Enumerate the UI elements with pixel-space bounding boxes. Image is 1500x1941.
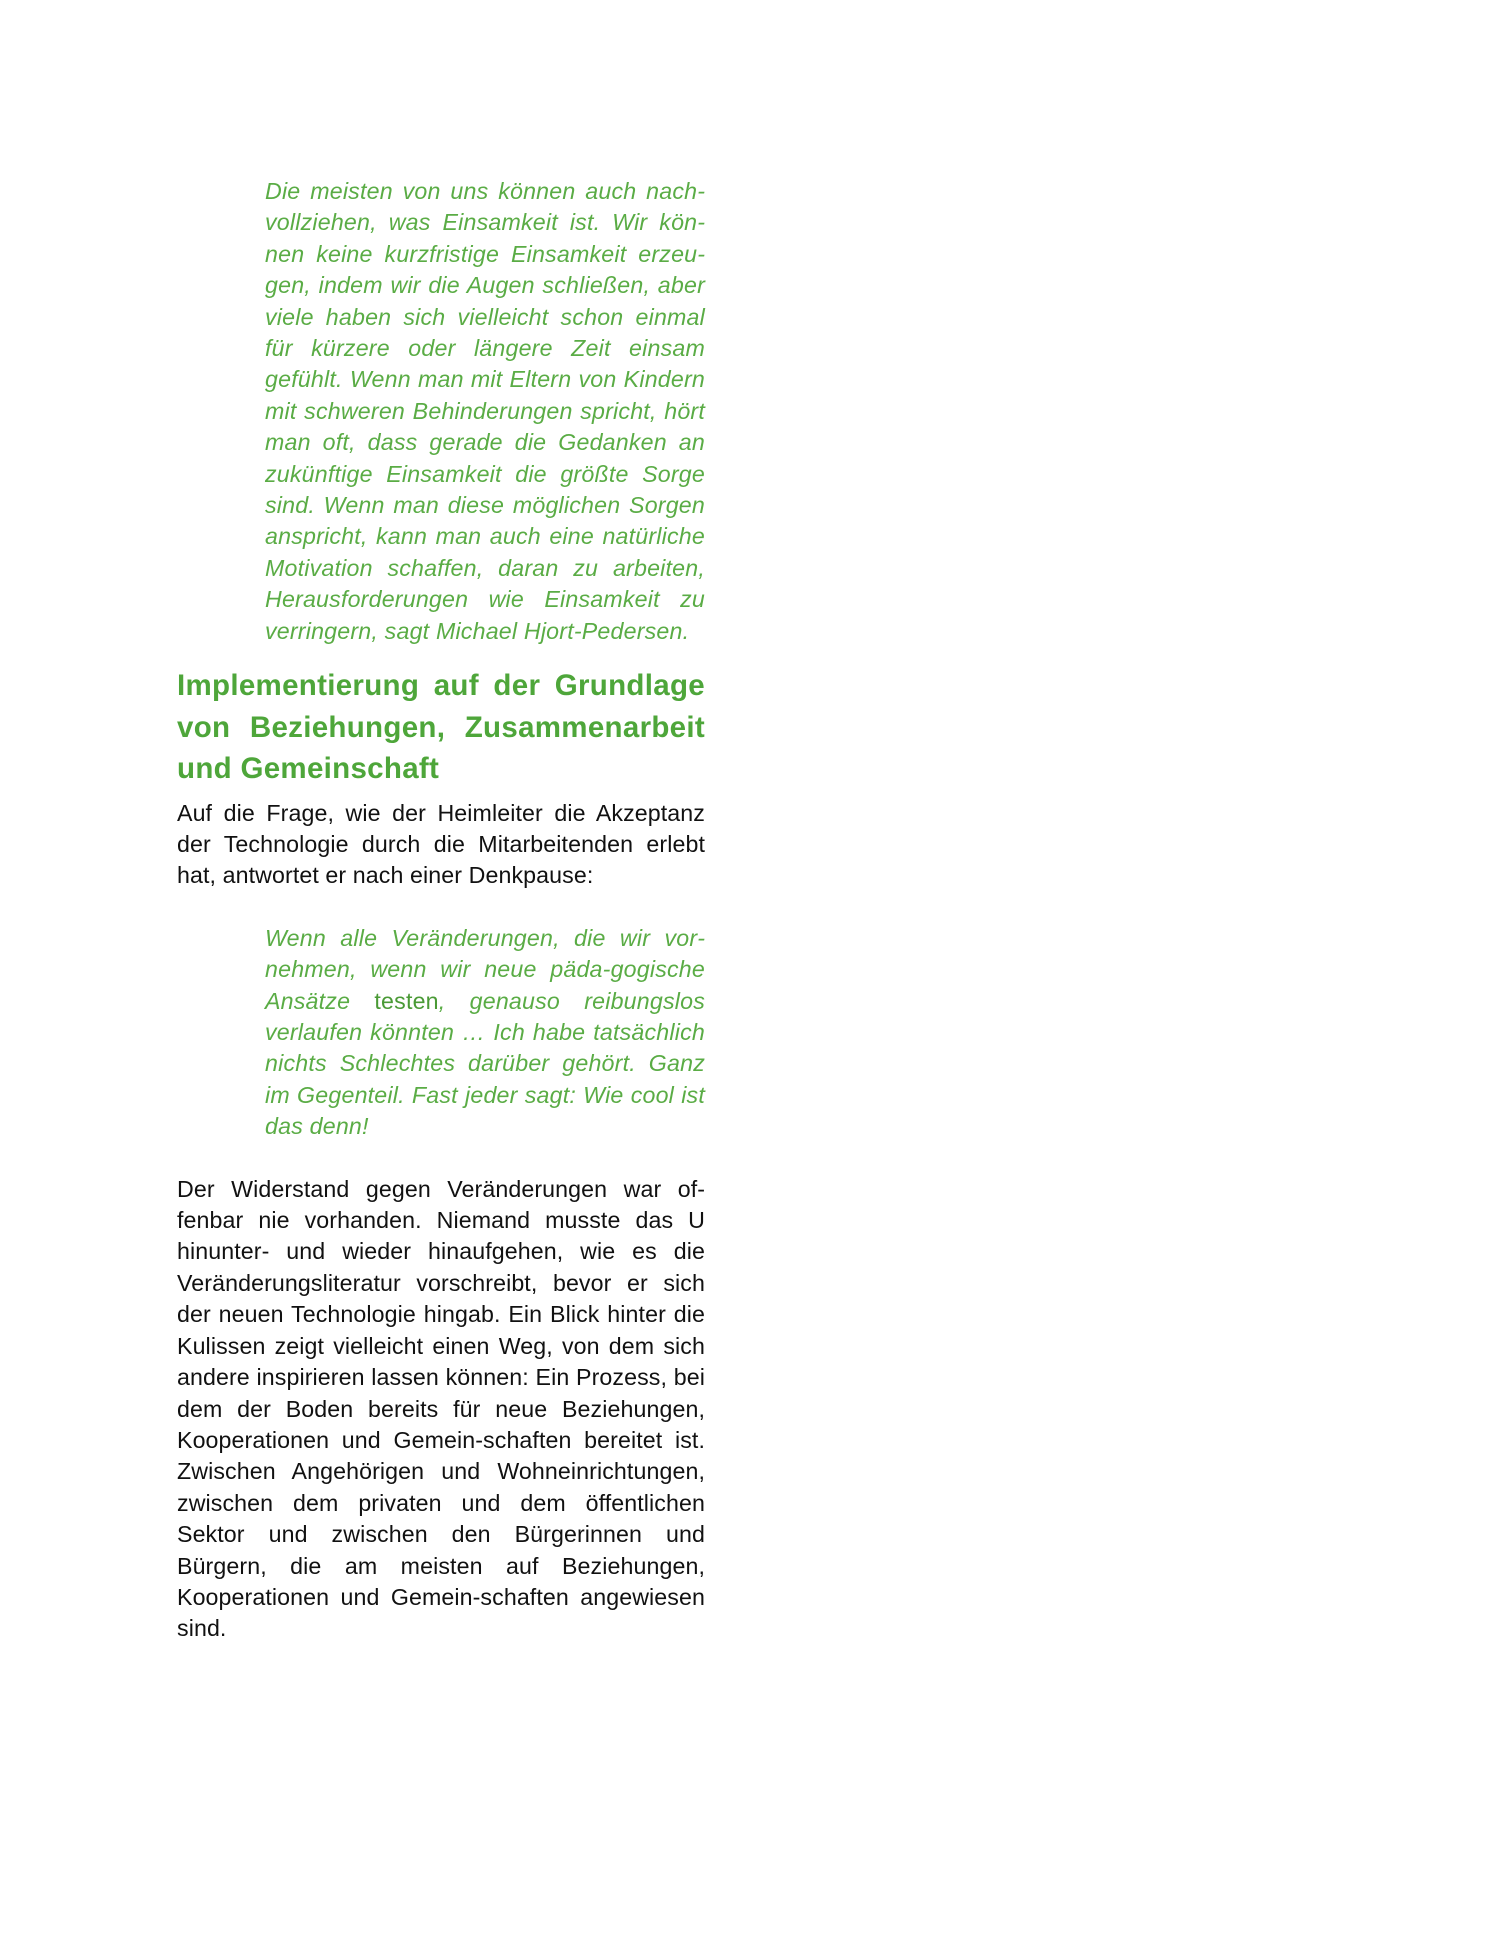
quote-2-text	[265, 923, 705, 1143]
quote-block-2	[265, 923, 705, 1143]
section-heading: Implementierung auf der Grundlage von Beziehungen, Zusammenarbeit und Gemeinschaft	[177, 669, 705, 786]
paragraph-1: Auf die Frage, wie der Heimleiter die Akzeptanz der Technologie durch die Mitarbeitenden erlebt hat, antwortet er nach einer Denkpause:	[177, 799, 705, 889]
quote-2-part-3: , genauso reibungslos verlaufen könnten … Ich habe tatsächlich nichts Schlechtes darüber gehört. Ganz im Gegenteil. Fast jeder sagt: Wie cool ist das denn!	[265, 987, 705, 1140]
quote-2-part-1: Wenn alle Veränderungen, die wir vornehmen, wenn wir neue päda-gogische Ansätze	[265, 924, 705, 1014]
quote-1-text: Die meisten von uns können auch nachvollziehen, was Einsamkeit ist. Wir können keine kurzfristige Einsamkeit erzeugen, indem wir die Augen schließen, aber viele haben sich vielleicht schon einmal für kürzere oder längere Zeit einsam gefühlt. Wenn man mit Eltern von Kindern mit schweren Behinderungen spricht, hört man oft, dass gerade die Gedanken an zukünftige Einsamkeit die größte Sorge sind. Wenn man diese möglichen Sorgen anspricht, kann man auch eine natürliche Motivation schaffen, daran zu arbeiten, Herausforderungen wie Einsamkeit zu verringern, sagt Michael Hjort-Pedersen.	[265, 178, 705, 644]
text-column	[177, 176, 705, 1645]
quote-block-1	[265, 176, 705, 647]
paragraph-2: Der Widerstand gegen Veränderungen war offenbar nie vorhanden. Niemand musste das U hinunter- und wieder hinaufgehen, wie es die Veränderungsliteratur vorschreibt, bevor er sich der neuen Technologie hingab. Ein Blick hinter die Kulissen zeigt vielleicht einen Weg, von dem sich andere inspirieren lassen können: Ein Prozess, bei dem der Boden bereits für neue Beziehungen, Kooperationen und Gemein-schaften bereitet ist. Zwischen Angehörigen und Wohneinrichtungen, zwischen dem privaten und dem öffentlichen Sektor und zwischen den Bürgerinnen und Bürgern, die am meisten auf Beziehungen, Kooperationen und Gemein-schaften angewiesen sind.	[177, 1175, 705, 1642]
quote-2-emphasis: testen	[374, 987, 439, 1014]
